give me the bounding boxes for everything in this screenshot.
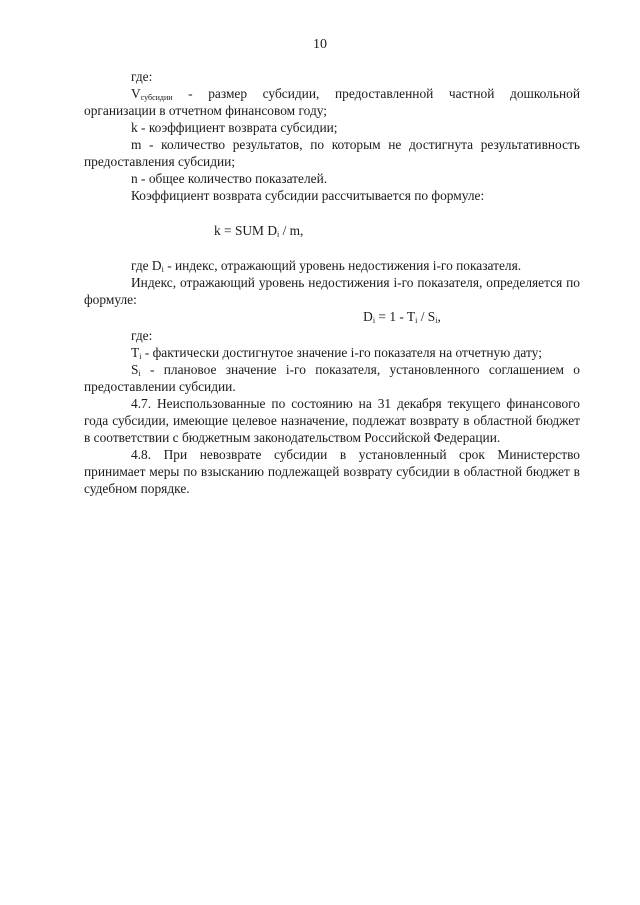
formula-k-rhs: / m, — [279, 223, 304, 238]
n-definition: n - общее количество показателей. — [131, 171, 328, 186]
k-definition: k - коэффициент возврата субсидии; — [131, 120, 338, 135]
di-prefix: где D — [131, 258, 162, 273]
v-definition — [84, 85, 580, 119]
formula-d-t-subscript: i — [415, 316, 418, 325]
di-definition — [84, 257, 580, 274]
formula-d-t: = 1 - T — [375, 309, 416, 324]
si-symbol: S — [131, 362, 139, 377]
si-text: - плановое значение i-го показателя, установленного соглашением о предоставлении субсидии. — [84, 362, 580, 394]
di-text: - индекс, отражающий уровень недостижения i-го показателя. — [163, 258, 522, 273]
formula-k — [84, 222, 580, 239]
page-number: 10 — [313, 37, 327, 52]
si-definition — [84, 361, 580, 395]
document-body — [84, 68, 580, 497]
ti-subscript: i — [139, 352, 142, 361]
where-label-1: где: — [131, 69, 153, 84]
ti-definition — [84, 344, 580, 361]
coefficient-intro: Коэффициент возврата субсидии рассчитывается по формуле: — [131, 188, 485, 203]
ti-symbol: T — [131, 345, 140, 360]
formula-d-s: / S — [417, 309, 436, 324]
formula-d-end: , — [437, 309, 441, 324]
paragraph-4-7: 4.7. Неиспользованные по состоянию на 31 декабря текущего финансового года субсидии, имеющие целевое назначение, подлежат возврату в областной бюджет в соответствии с бюджетным законодательством Российской Федерации. — [84, 396, 580, 445]
v-subscript: субсидии — [140, 93, 173, 102]
ti-text: - фактически достигнутое значение i-го показателя на отчетную дату; — [141, 345, 542, 360]
v-definition-text: - размер субсидии, предоставленной частной дошкольной организации в отчетном финансовом году; — [84, 86, 580, 118]
m-definition: m - количество результатов, по которым не достигнута результативность предоставления субсидии; — [84, 137, 580, 169]
formula-d-lhs: D — [363, 309, 373, 324]
formula-k-lhs: k = SUM D — [214, 223, 277, 238]
paragraph-4-8: 4.8. При невозврате субсидии в установленный срок Министерство принимает меры по взысканию подлежащей возврату субсидии в областной бюджет в судебном порядке. — [84, 447, 580, 496]
di-subscript: i — [161, 265, 164, 274]
where-label-2: где: — [131, 328, 153, 343]
spacer — [84, 204, 580, 222]
formula-d — [84, 308, 580, 325]
formula-d-lhs-subscript: i — [372, 316, 376, 325]
spacer — [84, 239, 580, 257]
v-symbol: V — [131, 86, 141, 101]
formula-k-subscript: i — [276, 230, 280, 239]
index-intro: Индекс, отражающий уровень недостижения i-го показателя, определяется по формуле: — [84, 275, 580, 307]
si-subscript: i — [138, 369, 141, 378]
formula-d-s-subscript: i — [435, 316, 438, 325]
